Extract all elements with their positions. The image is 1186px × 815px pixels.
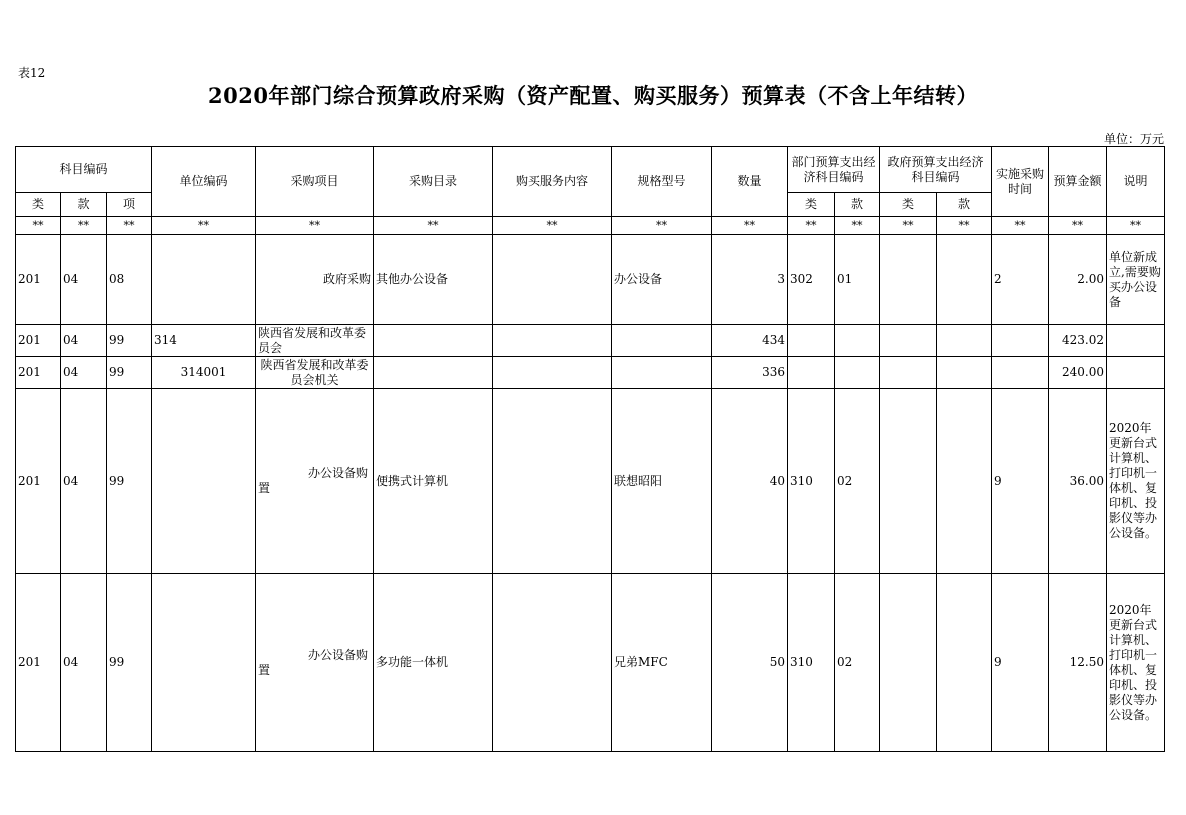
cell-qty: 336 bbox=[712, 357, 788, 389]
cell-service bbox=[493, 357, 612, 389]
header-quantity: 数量 bbox=[712, 147, 788, 217]
star-cell: ** bbox=[1049, 217, 1107, 235]
cell-lei: 201 bbox=[16, 574, 61, 752]
cell-item: 陕西省发展和改革委员会 bbox=[256, 325, 374, 357]
cell-gov-kuan bbox=[937, 235, 992, 325]
star-cell: ** bbox=[152, 217, 256, 235]
header-dept-kuan: 款 bbox=[835, 193, 880, 217]
star-cell: ** bbox=[937, 217, 992, 235]
header-purchase-catalog: 采购目录 bbox=[374, 147, 493, 217]
cell-spec: 联想昭阳 bbox=[612, 389, 712, 574]
cell-dept-kuan: 01 bbox=[835, 235, 880, 325]
cell-gov-lei bbox=[880, 235, 937, 325]
header-service-content: 购买服务内容 bbox=[493, 147, 612, 217]
cell-gov-kuan bbox=[937, 325, 992, 357]
cell-service bbox=[493, 574, 612, 752]
cell-gov-lei bbox=[880, 389, 937, 574]
cell-gov-lei bbox=[880, 357, 937, 389]
table-row bbox=[16, 357, 1165, 389]
cell-catalog: 便携式计算机 bbox=[374, 389, 493, 574]
table-number: 表12 bbox=[18, 66, 46, 80]
star-cell: ** bbox=[880, 217, 937, 235]
header-note: 说明 bbox=[1107, 147, 1165, 217]
header-kuan: 款 bbox=[61, 193, 107, 217]
star-cell: ** bbox=[16, 217, 61, 235]
cell-item: 办公设备购置 bbox=[256, 389, 374, 574]
cell-catalog bbox=[374, 325, 493, 357]
star-cell: ** bbox=[61, 217, 107, 235]
cell-spec: 兄弟MFC bbox=[612, 574, 712, 752]
cell-amount: 240.00 bbox=[1049, 357, 1107, 389]
table-row bbox=[16, 389, 1165, 574]
cell-dept-lei: 310 bbox=[788, 574, 835, 752]
cell-gov-kuan bbox=[937, 389, 992, 574]
cell-gov-kuan bbox=[937, 357, 992, 389]
cell-catalog bbox=[374, 357, 493, 389]
header-gov-lei: 类 bbox=[880, 193, 937, 217]
cell-note: 单位新成立,需要购买办公设备 bbox=[1107, 235, 1165, 325]
cell-service bbox=[493, 389, 612, 574]
star-cell: ** bbox=[612, 217, 712, 235]
cell-kuan: 04 bbox=[61, 235, 107, 325]
cell-note bbox=[1107, 357, 1165, 389]
star-cell: ** bbox=[256, 217, 374, 235]
cell-dept-kuan: 02 bbox=[835, 574, 880, 752]
star-cell: ** bbox=[493, 217, 612, 235]
cell-item: 办公设备购置 bbox=[256, 574, 374, 752]
cell-time: 2 bbox=[992, 235, 1049, 325]
cell-time bbox=[992, 357, 1049, 389]
cell-lei: 201 bbox=[16, 235, 61, 325]
page-title: 2020年部门综合预算政府采购（资产配置、购买服务）预算表（不含上年结转） bbox=[208, 83, 978, 108]
cell-dept-kuan bbox=[835, 357, 880, 389]
cell-lei: 201 bbox=[16, 325, 61, 357]
cell-amount: 2.00 bbox=[1049, 235, 1107, 325]
header-purchase-item: 采购项目 bbox=[256, 147, 374, 217]
cell-catalog: 其他办公设备 bbox=[374, 235, 493, 325]
cell-kuan: 04 bbox=[61, 389, 107, 574]
cell-dept-kuan bbox=[835, 325, 880, 357]
cell-time: 9 bbox=[992, 574, 1049, 752]
cell-amount: 36.00 bbox=[1049, 389, 1107, 574]
star-cell: ** bbox=[1107, 217, 1165, 235]
cell-qty: 40 bbox=[712, 389, 788, 574]
cell-unit-code: 314 bbox=[152, 325, 256, 357]
header-lei: 类 bbox=[16, 193, 61, 217]
cell-kuan: 04 bbox=[61, 325, 107, 357]
header-dept-budget-econ: 部门预算支出经济科目编码 bbox=[788, 147, 880, 193]
cell-spec bbox=[612, 325, 712, 357]
cell-item: 政府采购 bbox=[256, 235, 374, 325]
cell-service bbox=[493, 325, 612, 357]
cell-spec: 办公设备 bbox=[612, 235, 712, 325]
cell-gov-lei bbox=[880, 325, 937, 357]
cell-lei: 201 bbox=[16, 389, 61, 574]
cell-xiang: 99 bbox=[107, 574, 152, 752]
header-unit-code: 单位编码 bbox=[152, 147, 256, 217]
header-budget-amount: 预算金额 bbox=[1049, 147, 1107, 217]
star-cell: ** bbox=[107, 217, 152, 235]
cell-dept-kuan: 02 bbox=[835, 389, 880, 574]
star-cell: ** bbox=[992, 217, 1049, 235]
cell-dept-lei bbox=[788, 357, 835, 389]
header-spec-model: 规格型号 bbox=[612, 147, 712, 217]
star-cell: ** bbox=[374, 217, 493, 235]
cell-item: 陕西省发展和改革委员会机关 bbox=[256, 357, 374, 389]
header-xiang: 项 bbox=[107, 193, 152, 217]
cell-gov-kuan bbox=[937, 574, 992, 752]
cell-unit-code bbox=[152, 235, 256, 325]
cell-xiang: 99 bbox=[107, 357, 152, 389]
header-gov-budget-econ: 政府预算支出经济科目编码 bbox=[880, 147, 992, 193]
cell-amount: 12.50 bbox=[1049, 574, 1107, 752]
cell-kuan: 04 bbox=[61, 357, 107, 389]
header-gov-kuan: 款 bbox=[937, 193, 992, 217]
cell-unit-code: 314001 bbox=[152, 357, 256, 389]
star-cell: ** bbox=[712, 217, 788, 235]
star-row bbox=[16, 217, 1165, 235]
cell-note: 2020年更新台式计算机、打印机一体机、复印机、投影仪等办公设备。 bbox=[1107, 574, 1165, 752]
cell-kuan: 04 bbox=[61, 574, 107, 752]
table-row bbox=[16, 325, 1165, 357]
cell-unit-code bbox=[152, 574, 256, 752]
cell-note bbox=[1107, 325, 1165, 357]
cell-dept-lei bbox=[788, 325, 835, 357]
cell-lei: 201 bbox=[16, 357, 61, 389]
cell-dept-lei: 302 bbox=[788, 235, 835, 325]
cell-catalog: 多功能一体机 bbox=[374, 574, 493, 752]
star-cell: ** bbox=[835, 217, 880, 235]
cell-unit-code bbox=[152, 389, 256, 574]
cell-dept-lei: 310 bbox=[788, 389, 835, 574]
cell-amount: 423.02 bbox=[1049, 325, 1107, 357]
table-row bbox=[16, 235, 1165, 325]
cell-qty: 3 bbox=[712, 235, 788, 325]
cell-spec bbox=[612, 357, 712, 389]
cell-xiang: 99 bbox=[107, 325, 152, 357]
cell-time: 9 bbox=[992, 389, 1049, 574]
header-dept-lei: 类 bbox=[788, 193, 835, 217]
cell-time bbox=[992, 325, 1049, 357]
budget-table bbox=[15, 146, 1165, 752]
cell-note: 2020年更新台式计算机、打印机一体机、复印机、投影仪等办公设备。 bbox=[1107, 389, 1165, 574]
cell-service bbox=[493, 235, 612, 325]
cell-xiang: 08 bbox=[107, 235, 152, 325]
unit-label: 单位：万元 bbox=[1103, 132, 1164, 146]
cell-qty: 434 bbox=[712, 325, 788, 357]
cell-xiang: 99 bbox=[107, 389, 152, 574]
star-cell: ** bbox=[788, 217, 835, 235]
cell-qty: 50 bbox=[712, 574, 788, 752]
header-subject-code: 科目编码 bbox=[16, 147, 152, 193]
table-row bbox=[16, 574, 1165, 752]
cell-gov-lei bbox=[880, 574, 937, 752]
header-impl-time: 实施采购时间 bbox=[992, 147, 1049, 217]
